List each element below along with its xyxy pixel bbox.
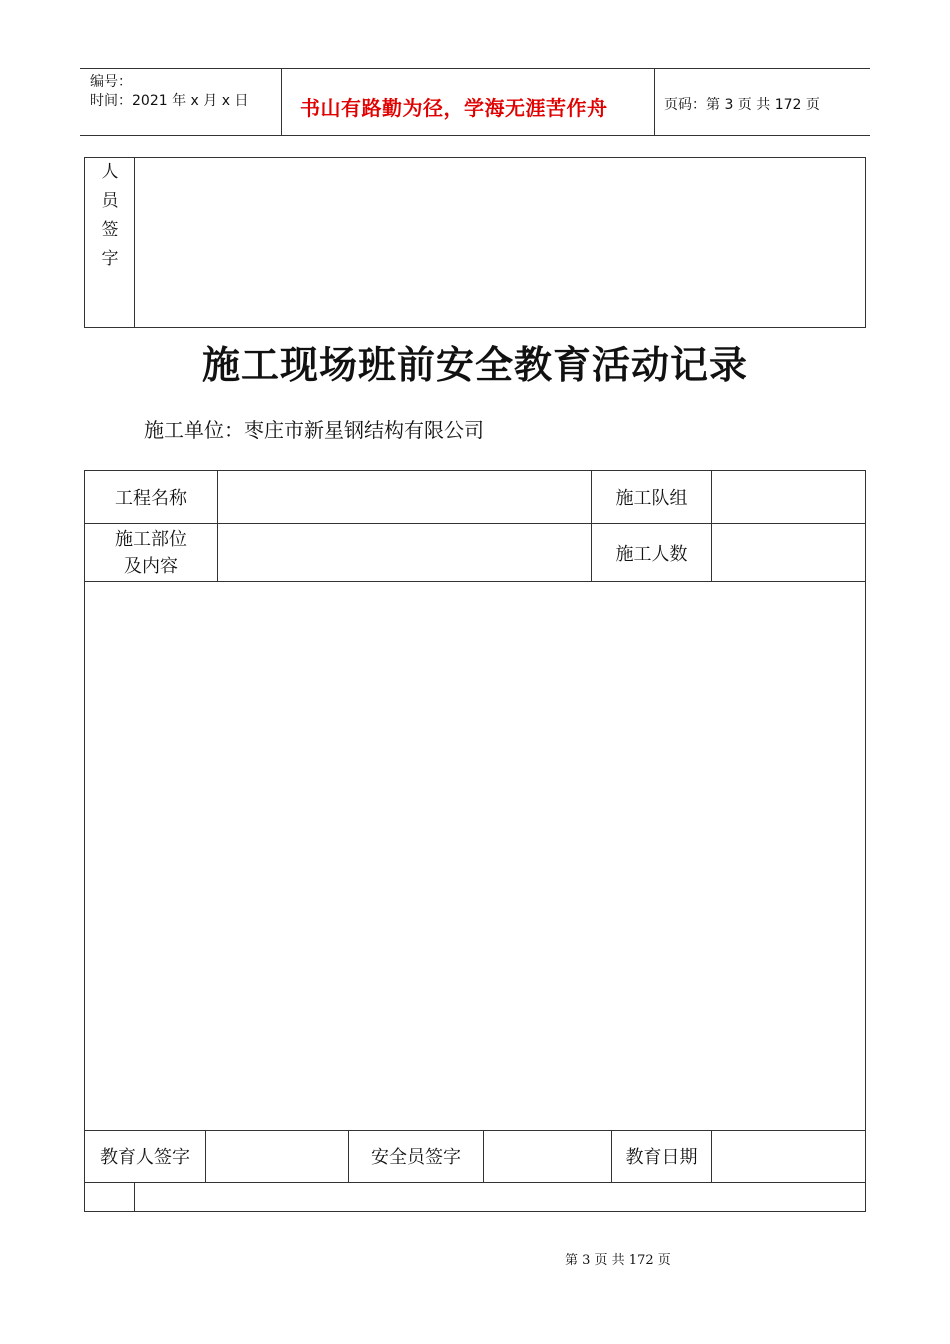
document-title: 施工现场班前安全教育活动记录 bbox=[201, 342, 748, 387]
col-divider bbox=[711, 1130, 712, 1182]
header-page-info: 页码：第 3 页 共 172 页 bbox=[664, 97, 820, 113]
education-date-label: 教育日期 bbox=[625, 1147, 698, 1168]
project-name-label: 工程名称 bbox=[115, 488, 187, 509]
education-content-area[interactable] bbox=[86, 583, 864, 1128]
safety-officer-sign-field[interactable] bbox=[485, 1132, 610, 1181]
educator-sign-label: 教育人签字 bbox=[100, 1147, 190, 1168]
row-divider bbox=[84, 581, 866, 582]
location-label bbox=[85, 526, 217, 580]
personnel-sign-label bbox=[86, 158, 134, 274]
headcount-field[interactable] bbox=[713, 525, 864, 580]
col-divider bbox=[205, 1130, 206, 1182]
last-row-small-cell[interactable] bbox=[86, 1184, 133, 1211]
personnel-sign-char: 人 bbox=[101, 162, 119, 182]
header-divider-right bbox=[654, 68, 655, 136]
header-motto: 书山有路勤为径，学海无涯苦作舟 bbox=[300, 96, 608, 120]
personnel-sign-char: 员 bbox=[101, 191, 119, 211]
personnel-sign-char: 签 bbox=[101, 220, 119, 240]
location-field[interactable] bbox=[219, 525, 589, 580]
row-divider bbox=[84, 523, 866, 524]
location-label-line1: 施工部位 bbox=[115, 529, 187, 550]
footer-page-number: 第 3 页 共 172 页 bbox=[565, 1253, 671, 1268]
education-date-field[interactable] bbox=[713, 1132, 864, 1181]
educator-sign-field[interactable] bbox=[207, 1132, 347, 1181]
personnel-sign-char: 字 bbox=[101, 249, 119, 269]
col-divider bbox=[217, 470, 218, 581]
construction-unit: 施工单位：枣庄市新星钢结构有限公司 bbox=[144, 418, 484, 442]
header-bottom-border bbox=[80, 135, 870, 136]
header-divider-left bbox=[281, 68, 282, 136]
personnel-sign-area[interactable] bbox=[136, 159, 864, 326]
team-label: 施工队组 bbox=[615, 488, 688, 509]
last-row-wide-cell[interactable] bbox=[136, 1184, 864, 1211]
header-top-border bbox=[80, 68, 870, 69]
team-field[interactable] bbox=[713, 472, 864, 522]
project-name-field[interactable] bbox=[219, 472, 589, 522]
location-label-line2: 及内容 bbox=[124, 556, 178, 577]
header-number-label: 编号： bbox=[90, 74, 132, 90]
col-divider bbox=[483, 1130, 484, 1182]
headcount-label: 施工人数 bbox=[615, 544, 688, 565]
col-divider bbox=[711, 470, 712, 581]
row-divider bbox=[84, 1182, 866, 1183]
personnel-sign-divider bbox=[134, 157, 135, 328]
header-time-label: 时间：2021 年 x 月 x 日 bbox=[90, 93, 249, 109]
col-divider bbox=[134, 1182, 135, 1212]
row-divider bbox=[84, 1130, 866, 1131]
safety-officer-sign-label: 安全员签字 bbox=[371, 1147, 461, 1168]
